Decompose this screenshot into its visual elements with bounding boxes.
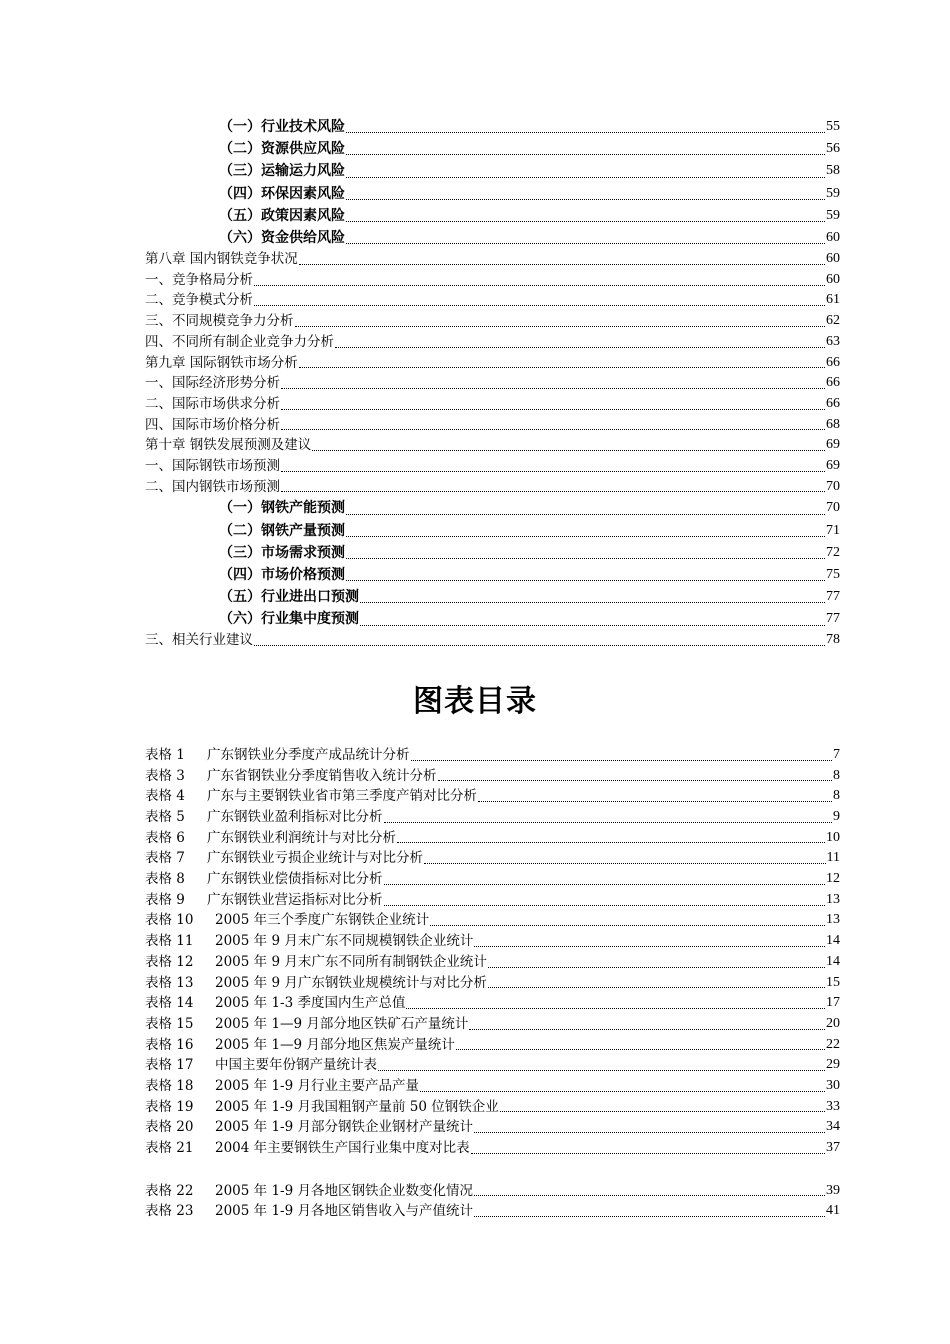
figure-entry[interactable] [145, 766, 840, 787]
toc-entry-page: 71 [826, 522, 840, 538]
dot-leader [254, 304, 825, 306]
figure-entry-page: 29 [826, 1057, 840, 1073]
dot-leader [378, 1069, 825, 1071]
toc-entry-label: （一）行业技术风险 [219, 118, 345, 135]
figure-entry[interactable] [145, 911, 840, 932]
figure-entry-number: 表格 9 [145, 891, 185, 908]
dot-leader [488, 966, 825, 968]
toc-entry-label: （六）资金供给风险 [219, 229, 345, 246]
toc-entry-page: 55 [826, 118, 840, 134]
figure-entry[interactable] [145, 1097, 840, 1118]
figure-entry-page: 17 [826, 995, 840, 1011]
figure-entry-number: 表格 3 [145, 767, 185, 784]
toc-entry[interactable] [145, 564, 840, 586]
toc-entry[interactable] [145, 160, 840, 182]
figure-entry-number: 表格 12 [145, 953, 194, 970]
figure-entry-page: 30 [826, 1077, 840, 1093]
figure-entry-number: 表格 21 [145, 1140, 194, 1157]
figure-entry-page: 13 [826, 912, 840, 928]
dot-leader [488, 986, 825, 988]
toc-entry-label: 二、国际市场供求分析 [145, 395, 280, 412]
toc-entry-page: 69 [826, 457, 840, 473]
dot-leader [312, 449, 825, 451]
figure-entry-label: 中国主要年份钢产量统计表 [215, 1057, 377, 1074]
figure-entry-label: 2005 年 1-9 月各地区钢铁企业数变化情况 [215, 1182, 473, 1199]
dot-leader [456, 1048, 825, 1050]
dot-leader [346, 153, 825, 155]
toc-entry-label: 二、国内钢铁市场预测 [145, 478, 280, 495]
figure-entry-label: 2005 年 1—9 月部分地区铁矿石产量统计 [215, 1015, 469, 1032]
figure-entry-page: 34 [826, 1119, 840, 1135]
figure-entry-number: 表格 18 [145, 1077, 194, 1094]
dot-leader [346, 131, 825, 133]
figure-entry-number: 表格 1 [145, 746, 185, 763]
dot-leader [469, 1028, 825, 1030]
toc-entry-label: （三）市场需求预测 [219, 544, 345, 561]
dot-leader [384, 883, 826, 885]
figure-entry-number: 表格 4 [145, 788, 185, 805]
toc-entry-page: 66 [826, 354, 840, 370]
toc-entry-label: （三）运输运力风险 [219, 163, 345, 180]
figures-heading: 图表目录 [413, 684, 537, 719]
toc-entry-label: 一、国际经济形势分析 [145, 375, 280, 392]
toc-entry-page: 66 [826, 375, 840, 391]
toc-entry[interactable] [145, 116, 840, 138]
toc-entry[interactable] [145, 205, 840, 227]
toc-entry-label: 四、不同所有制企业竞争力分析 [145, 333, 334, 350]
figure-entry[interactable] [145, 1014, 840, 1035]
dot-leader [424, 862, 826, 864]
dot-leader [474, 1215, 825, 1217]
toc-entry-page: 60 [826, 271, 840, 287]
toc-entry[interactable] [145, 353, 840, 374]
dot-leader [281, 387, 825, 389]
figure-entry-number: 表格 7 [145, 850, 185, 867]
toc-entry-label: 三、相关行业建议 [145, 632, 253, 649]
dot-leader [384, 821, 833, 823]
figure-entry[interactable] [145, 993, 840, 1014]
figure-entry-label: 2005 年 1-9 月部分钢铁企业钢材产量统计 [215, 1119, 473, 1136]
figure-entry-number: 表格 14 [145, 995, 194, 1012]
dot-leader [478, 800, 832, 802]
figure-entry[interactable] [145, 807, 840, 828]
toc-entry[interactable] [145, 138, 840, 160]
figure-entry-number: 表格 22 [145, 1182, 194, 1199]
figure-entry-page: 13 [826, 891, 840, 907]
toc-entry-label: 三、不同规模竞争力分析 [145, 313, 294, 330]
dot-leader [335, 346, 825, 348]
dot-leader [360, 624, 825, 626]
toc-entry[interactable] [145, 332, 840, 353]
figure-entry-label: 2005 年三个季度广东钢铁企业统计 [215, 912, 430, 929]
figure-entry-number: 表格 8 [145, 871, 185, 888]
figure-entry-number: 表格 15 [145, 1015, 194, 1032]
figure-entry-page: 10 [826, 829, 840, 845]
figure-entry-label: 2004 年主要钢铁生产国行业集中度对比表 [215, 1140, 470, 1157]
toc-entry-page: 62 [826, 313, 840, 329]
figure-entry-label: 广东钢铁业营运指标对比分析 [207, 891, 383, 908]
figure-entry-label: 广东钢铁业利润统计与对比分析 [207, 829, 396, 846]
figure-entry-page: 12 [826, 871, 840, 887]
toc-entry[interactable] [145, 542, 840, 564]
dot-leader [299, 366, 825, 368]
toc-entry[interactable] [145, 183, 840, 205]
figure-entry[interactable] [145, 973, 840, 994]
figure-entry[interactable] [145, 890, 840, 911]
figure-entry[interactable] [145, 1181, 840, 1202]
figure-entry-page: 8 [833, 788, 840, 804]
toc-entry-page: 69 [826, 437, 840, 453]
toc-entry-label: （一）钢铁产能预测 [219, 500, 345, 517]
toc-entry-label: （四）环保因素风险 [219, 185, 345, 202]
figure-entry-number: 表格 6 [145, 829, 185, 846]
toc-entry-label: 一、竞争格局分析 [145, 271, 253, 288]
dot-leader [420, 1090, 825, 1092]
dot-leader [346, 513, 825, 515]
toc-entry-label: （六）行业集中度预测 [219, 611, 359, 628]
dot-leader [281, 470, 825, 472]
figure-entry-page: 14 [826, 953, 840, 969]
figure-entry[interactable] [145, 1076, 840, 1097]
toc-entry-label: （五）政策因素风险 [219, 207, 345, 224]
toc-entry-label: （四）市场价格预测 [219, 566, 345, 583]
dot-leader [346, 220, 825, 222]
figure-entry-label: 广东钢铁业亏损企业统计与对比分析 [207, 850, 423, 867]
dot-leader [346, 242, 825, 244]
figure-entry-page: 37 [826, 1140, 840, 1156]
dot-leader [500, 1110, 825, 1112]
figure-entry[interactable] [145, 828, 840, 849]
figure-entry-label: 2005 年 1—9 月部分地区焦炭产量统计 [215, 1036, 455, 1053]
figure-entry-number: 表格 11 [145, 933, 194, 950]
figure-entry-number: 表格 20 [145, 1119, 194, 1136]
figure-entry-label: 广东钢铁业盈利指标对比分析 [207, 809, 383, 826]
figure-entry[interactable] [145, 952, 840, 973]
toc-entry-page: 70 [826, 500, 840, 516]
figure-entry-number: 表格 17 [145, 1057, 194, 1074]
dot-leader [254, 284, 825, 286]
figure-entry-page: 41 [826, 1203, 840, 1219]
figure-entry-page: 33 [826, 1098, 840, 1114]
toc-entry-label: 第九章 国际钢铁市场分析 [145, 354, 298, 371]
dot-leader [346, 198, 825, 200]
toc-entry[interactable] [145, 270, 840, 291]
figure-entry-number: 表格 13 [145, 974, 194, 991]
figure-entry-page: 22 [826, 1036, 840, 1052]
toc-entry-page: 78 [826, 632, 840, 648]
dot-leader [397, 841, 825, 843]
dot-leader [360, 601, 825, 603]
toc-entry-page: 77 [826, 611, 840, 627]
figure-entry[interactable] [145, 1055, 840, 1076]
dot-leader [299, 263, 825, 265]
dot-leader [346, 557, 825, 559]
toc-entry-label: 二、竞争模式分析 [145, 292, 253, 309]
toc-entry-page: 70 [826, 478, 840, 494]
figure-entry-label: 广东钢铁业分季度产成品统计分析 [207, 746, 410, 763]
dot-leader [406, 1007, 825, 1009]
dot-leader [346, 176, 825, 178]
toc-entry-page: 61 [826, 292, 840, 308]
figure-entry[interactable] [145, 745, 840, 766]
dot-leader [474, 1194, 825, 1196]
toc-entry[interactable] [145, 435, 840, 456]
toc-entry[interactable] [145, 394, 840, 415]
dot-leader [346, 579, 825, 581]
toc-entry-label: （二）资源供应风险 [219, 141, 345, 158]
dot-leader [346, 535, 825, 537]
spacer [145, 1159, 840, 1181]
figure-entry-label: 2005 年 1-9 月我国粗钢产量前 50 位钢铁企业 [215, 1098, 499, 1115]
dot-leader [430, 924, 825, 926]
toc-entry-page: 59 [826, 207, 840, 223]
figure-entry-page: 15 [826, 974, 840, 990]
toc-entry-label: 第十章 钢铁发展预测及建议 [145, 437, 312, 454]
toc-entry-page: 72 [826, 544, 840, 560]
toc-entry-page: 66 [826, 395, 840, 411]
figure-entry-page: 9 [833, 809, 840, 825]
toc-entry[interactable] [145, 477, 840, 498]
dot-leader [281, 490, 825, 492]
dot-leader [438, 779, 833, 781]
toc-entry[interactable] [145, 456, 840, 477]
toc-entry[interactable] [145, 586, 840, 608]
dot-leader [471, 1152, 825, 1154]
toc-entry[interactable] [145, 631, 840, 652]
figure-entry-page: 11 [826, 850, 840, 866]
figure-entry-label: 2005 年 1-9 月行业主要产品产量 [215, 1077, 419, 1094]
figure-entry[interactable] [145, 869, 840, 890]
toc-entry[interactable] [145, 373, 840, 394]
figure-entry-label: 2005 年 1-9 月各地区销售收入与产值统计 [215, 1203, 473, 1220]
toc-entry-page: 58 [826, 163, 840, 179]
figure-entry[interactable] [145, 786, 840, 807]
figure-entry-number: 表格 16 [145, 1036, 194, 1053]
figure-entry-label: 2005 年 1-3 季度国内生产总值 [215, 995, 406, 1012]
toc-entry-page: 56 [826, 141, 840, 157]
figure-entry-page: 14 [826, 933, 840, 949]
toc-entry-page: 60 [826, 229, 840, 245]
figure-entry[interactable] [145, 1035, 840, 1056]
toc-entry-label: 四、国际市场价格分析 [145, 416, 280, 433]
dot-leader [281, 408, 825, 410]
figure-entry-label: 广东与主要钢铁业省市第三季度产销对比分析 [207, 788, 477, 805]
figure-entry[interactable] [145, 1201, 840, 1222]
toc-entry-page: 75 [826, 566, 840, 582]
toc-entry[interactable] [145, 227, 840, 249]
list-of-figures [145, 745, 840, 1222]
dot-leader [411, 759, 833, 761]
figure-entry-label: 广东钢铁业偿债指标对比分析 [207, 871, 383, 888]
toc-entry-page: 63 [826, 333, 840, 349]
figure-entry[interactable] [145, 931, 840, 952]
toc-entry-label: （五）行业进出口预测 [219, 589, 359, 606]
dot-leader [281, 428, 825, 430]
toc-entry-page: 59 [826, 185, 840, 201]
toc-entry[interactable] [145, 497, 840, 519]
toc-entry[interactable] [145, 311, 840, 332]
dot-leader [474, 1131, 825, 1133]
toc-entry[interactable] [145, 520, 840, 542]
toc-entry-page: 77 [826, 589, 840, 605]
figure-entry-number: 表格 10 [145, 912, 194, 929]
dot-leader [474, 945, 825, 947]
toc-entry[interactable] [145, 608, 840, 630]
figure-entry-number: 表格 19 [145, 1098, 194, 1115]
figure-entry-page: 7 [833, 746, 840, 762]
dot-leader [254, 644, 825, 646]
figure-entry-page: 39 [826, 1182, 840, 1198]
toc-entry-page: 68 [826, 416, 840, 432]
figure-entry[interactable] [145, 1117, 840, 1138]
figure-entry-page: 20 [826, 1015, 840, 1031]
toc-entry[interactable] [145, 291, 840, 312]
toc-entry-label: 一、国际钢铁市场预测 [145, 457, 280, 474]
figure-entry-label: 2005 年 9 月末广东不同所有制钢铁企业统计 [215, 953, 487, 970]
toc-entry-label: （二）钢铁产量预测 [219, 522, 345, 539]
figure-entry-number: 表格 23 [145, 1203, 194, 1220]
toc-entry-page: 60 [826, 251, 840, 267]
figure-entry-number: 表格 5 [145, 809, 185, 826]
table-of-contents [145, 116, 840, 651]
dot-leader [384, 904, 826, 906]
toc-entry[interactable] [145, 249, 840, 270]
figure-entry[interactable] [145, 848, 840, 869]
toc-entry[interactable] [145, 415, 840, 436]
figure-entry-label: 2005 年 9 月末广东不同规模钢铁企业统计 [215, 933, 474, 950]
dot-leader [295, 325, 826, 327]
figure-entry-label: 2005 年 9 月广东钢铁业规模统计与对比分析 [215, 974, 487, 991]
figure-entry-page: 8 [833, 767, 840, 783]
toc-entry-label: 第八章 国内钢铁竞争状况 [145, 251, 298, 268]
figure-entry-label: 广东省钢铁业分季度销售收入统计分析 [207, 767, 437, 784]
figure-entry[interactable] [145, 1138, 840, 1159]
